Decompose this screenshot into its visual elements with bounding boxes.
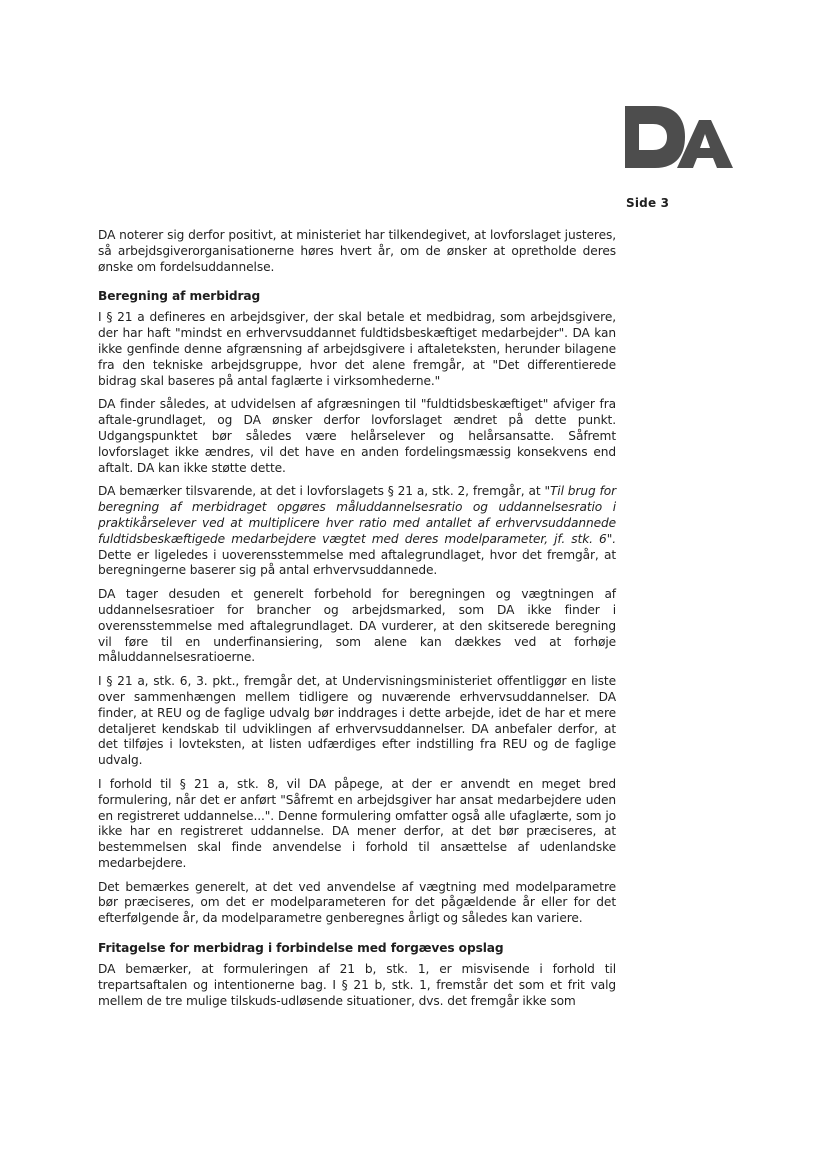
paragraph-6: I § 21 a, stk. 6, 3. pkt., fremgår det, at Undervisningsministeriet offentliggør en liste over sammenhængen mellem tidligere og nuværende erhvervsuddannelser. DA finder, at REU og de faglige udvalg bør inddrages i dette arbejde, idet de har et mere detaljeret kendskab til udviklingen af erhvervsuddannelser. DA anbefaler derfor, at det tilføjes i lovteksten, at listen udfærdiges efter indstilling fra REU og de faglige udvalg. xyxy=(98,674,616,768)
paragraph-4-intro: DA bemærker tilsvarende, at det i lovforslagets § 21 a, stk. 2, fremgår, at xyxy=(98,484,545,499)
paragraph-5: DA tager desuden et generelt forbehold for beregningen og vægtningen af uddannelsesratioer for brancher og arbejdsmarked, som DA ikke finder i overensstemmelse med aftalegrundlaget. DA vurderer, at den skitserede beregning vil føre til en underfinansiering, som alene kan dækkes ved at forhøje måluddannelsesratioerne. xyxy=(98,587,616,665)
page-number: Side 3 xyxy=(626,196,670,210)
da-logo xyxy=(625,106,733,168)
section-heading-merbidrag: Beregning af merbidrag xyxy=(98,289,261,304)
paragraph-4 xyxy=(98,484,616,579)
paragraph-9: DA bemærker, at formuleringen af 21 b, stk. 1, er misvisende i forhold til trepartsaftalen og intentionerne bag. I § 21 b, stk. 1, fremstår det som et frit valg mellem de tre mulige tilskuds-udløsende situationer, dvs. det fremgår ikke som xyxy=(98,962,616,1008)
paragraph-2: I § 21 a defineres en arbejdsgiver, der skal betale et medbidrag, som arbejdsgivere, der har haft "mindst en erhvervsuddannet fuldtidsbeskæftiget medarbejder". DA kan ikke genfinde denne afgrænsning af arbejdsgivere i aftaleteksten, herunder bilagene fra den tekniske arbejdsgruppe, hvor det alene fremgår, at "Det differentierede bidrag skal baseres på antal faglærte i virksomhederne." xyxy=(98,310,616,388)
paragraph-1: DA noterer sig derfor positivt, at ministeriet har tilkendegivet, at lovforslaget justeres, så arbejdsgiverorganisationerne høres hvert år, om de ønsker at opretholde deres ønske om fordelsuddannelse. xyxy=(98,228,616,274)
paragraph-7: I forhold til § 21 a, stk. 8, vil DA påpege, at der er anvendt en meget bred formulering, når det er anført "Såfremt en arbejdsgiver har ansat medarbejdere uden en registreret uddannelse...". Denne formulering omfatter også alle ufaglærte, som jo ikke har en registreret uddannelse. DA mener derfor, at det bør præciseres, at bestemmelsen skal finde anvendelse i forhold til ansættelse af udenlandske medarbejdere. xyxy=(98,776,616,870)
paragraph-4-rest: Dette er ligeledes i uoverensstemmelse med aftalegrundlaget, hvor det fremgår, at beregningerne baserer sig på antal erhvervsuddannede. xyxy=(98,547,616,578)
letter-body xyxy=(98,228,616,1017)
section-heading-fritagelse: Fritagelse for merbidrag i forbindelse med forgæves opslag xyxy=(98,941,504,956)
paragraph-4-quote: "Til brug for beregning af merbidraget opgøres måluddannelsesratio og uddannelsesratio i praktikårselever ved at multiplicere hver ratio med antallet af erhvervsuddannede fuldtidsbeskæftigede medarbejdere vægtet med deres modelparameter, jf. stk. 6". xyxy=(98,484,616,546)
paragraph-8: Det bemærkes generelt, at det ved anvendelse af vægtning med modelparametre bør præciseres, om det er modelparameteren for det pågældende år eller for det efterfølgende år, da modelparametre genberegnes årligt og således kan variere. xyxy=(98,879,616,926)
paragraph-3: DA finder således, at udvidelsen af afgræsningen til "fuldtidsbeskæftiget" afviger fra aftale-grundlaget, og DA ønsker derfor lovforslaget ændret på dette punkt. Udgangspunktet bør således være helårselever og helårsansatte. Såfremt lovforslaget ikke ændres, vil det have en anden fordelingsmæssig konsekvens end aftalt. DA kan ikke støtte dette. xyxy=(98,397,616,475)
